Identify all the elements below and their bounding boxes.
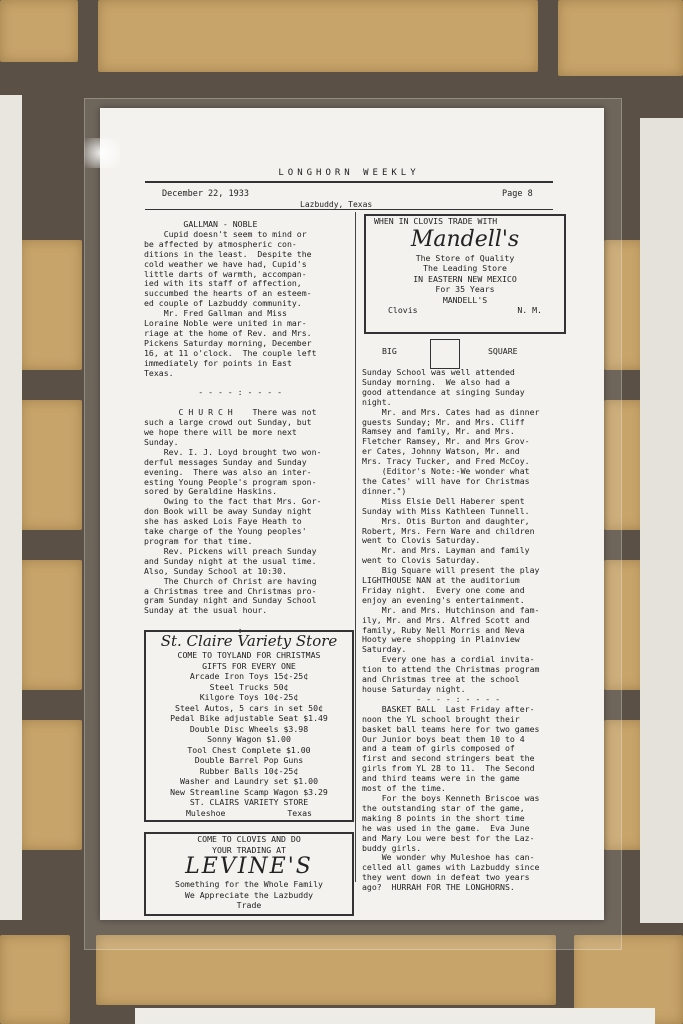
article-line: LIGHTHOUSE NAN at the auditorium: [362, 575, 520, 586]
article-line: esting Young People's program spon-: [144, 476, 317, 487]
article-line: guests Sunday; Mr. and Mrs. Cliff: [362, 416, 525, 427]
article-line: Pickens Saturday morning, December: [144, 337, 312, 348]
ad-line: MANDELL'S: [442, 294, 488, 305]
article-line: For the boys Kenneth Briscoe was: [362, 792, 540, 803]
ad-line: The Store of Quality: [415, 252, 515, 263]
ad-line: ST. CLAIRS VARIETY STORE: [189, 797, 309, 807]
ad-lines: [146, 650, 352, 808]
ad-line: Steel Trucks 50¢: [209, 681, 289, 692]
ad-line: Rubber Balls 10¢-25¢: [199, 765, 299, 776]
ad-line: Double Barrel Pop Guns: [194, 755, 304, 765]
article-line: - - - - : - - - -: [144, 625, 283, 636]
article-line: er Cates, Johnny Watson, Mr. and: [362, 446, 520, 457]
article-line: and Mary Lou were best for the Laz-: [362, 832, 535, 843]
article-line: ago? HURRAH FOR THE LONGHORNS.: [362, 882, 515, 893]
article-line: Every one has a cordial invita-: [362, 654, 535, 665]
article-line: (Editor's Note:-We wonder what: [362, 466, 530, 477]
article-line: night.: [362, 396, 392, 407]
article-line: family, Ruby Nell Morris and Neva: [362, 624, 525, 635]
ad-line: Arcade Iron Toys 15¢-25¢: [189, 671, 309, 681]
article-line: first and second stringers beat the: [362, 753, 535, 764]
article-line: Mr. and Mrs. Cates had as dinner: [362, 406, 540, 417]
header-rule: [145, 209, 553, 210]
levines-ad: [144, 832, 354, 916]
article-line: making 8 points in the short time: [362, 812, 525, 823]
ad-town: Muleshoe: [186, 807, 226, 818]
article-line: Saturday.: [362, 644, 407, 655]
article-line: noon the YL school brought their: [362, 713, 520, 724]
article-line: take charge of the Young peoples': [144, 526, 307, 537]
brick: [20, 720, 82, 850]
ad-line: YOUR TRADING AT: [212, 844, 286, 855]
light-glare: [84, 138, 120, 168]
article-line: we hope there will be more next: [144, 427, 297, 438]
article-line: don Book will be away Sunday night: [144, 506, 312, 517]
issue-date: December 22, 1933: [162, 189, 249, 199]
ad-line: Washer and Laundry set $1.00: [179, 776, 319, 786]
article-line: ditions in the least. Despite the: [144, 248, 312, 259]
article-line: Friday night. Every one come and: [362, 584, 525, 595]
adjacent-page-left: [0, 95, 22, 920]
ad-location: [366, 305, 564, 316]
article-line: ied with its staff of affection,: [144, 278, 302, 289]
article-line: 16, at 11 o'clock. The couple left: [144, 347, 317, 358]
article-line: the Cates' will have for Christmas: [362, 475, 530, 486]
article-line: celled all games with Lazbuddy since: [362, 862, 540, 873]
article-line: Sunday at the usual hour.: [144, 605, 268, 616]
article-line: Sunday with Miss Kathleen Tunnell.: [362, 505, 530, 516]
article-line: dinner."): [362, 485, 407, 496]
article-line: Fletcher Ramsey, Mr. and Mrs Grov-: [362, 436, 530, 447]
brick: [0, 0, 78, 62]
big-square-left: BIG: [382, 346, 397, 356]
article-line: Mr. and Mrs. Hutchinson and fam-: [362, 604, 540, 615]
article-line: Cupid doesn't seem to mind or: [144, 228, 307, 239]
article-line: riage at the home of Rev. and Mrs.: [144, 327, 312, 338]
dateline-place: Lazbuddy, Texas: [300, 200, 373, 209]
brick: [558, 0, 683, 76]
article-line: girls from YL 28 to 11. The Second: [362, 763, 535, 774]
article-line: cold weather we have had, Cupid's: [144, 258, 307, 269]
article-line: The Church of Christ are having: [144, 575, 317, 586]
article-line: Mrs. Tracy Tucker, and Fred McCoy.: [362, 456, 530, 467]
article-line: derful messages Sunday and Sunday: [144, 456, 307, 467]
article-line: Loraine Noble were united in mar-: [144, 318, 307, 329]
article-line: Hooty were shopping in Plainview: [362, 634, 520, 645]
ad-location: [146, 808, 352, 819]
ad-line: Steel Autos, 5 cars in set 50¢: [175, 702, 323, 713]
ad-line: Kilgore Toys 10¢-25¢: [199, 692, 299, 702]
ad-line: COME TO TOYLAND FOR CHRISTMAS: [177, 650, 321, 660]
ad-line: The Leading Store: [423, 263, 507, 273]
article-line: good attendance at singing Sunday: [362, 386, 525, 397]
st-claire-ad: [144, 630, 354, 822]
brick: [20, 400, 82, 530]
article-line: they went down in defeat two years: [362, 872, 530, 883]
article-line: Miss Elsie Dell Haberer spent: [362, 495, 525, 506]
masthead: LONGHORN WEEKLY: [278, 168, 420, 178]
article-line: be affected by atmospheric con-: [144, 238, 297, 249]
column-left: [144, 220, 354, 636]
square-glyph: [430, 339, 460, 369]
article-line: Also, Sunday School at 10:30.: [144, 565, 287, 576]
ad-line: Pedal Bike adjustable Seat $1.49: [170, 713, 328, 723]
levines-logo: LEVINE'S: [185, 854, 313, 879]
article-line: most of the time.: [362, 783, 446, 794]
ad-line: Double Disc Wheels $3.98: [189, 723, 309, 734]
brick: [20, 560, 82, 690]
article-line: tion to attend the Christmas program: [362, 664, 540, 675]
article-line: basket ball teams here for two games: [362, 723, 540, 734]
article-line: We wonder why Muleshoe has can-: [362, 852, 535, 863]
article-line: went to Clovis Saturday.: [362, 555, 481, 566]
article-line: C H U R C H There was not: [144, 407, 317, 418]
article-line: a Christmas tree and Christmas pro-: [144, 585, 317, 596]
article-line: program for that time.: [144, 536, 253, 546]
ad-line: COME TO CLOVIS AND DO: [197, 834, 301, 844]
ad-line: We Appreciate the Lazbuddy: [184, 889, 314, 900]
ad-top-line: WHEN IN CLOVIS TRADE WITH: [374, 216, 498, 226]
article-line: and Sunday night at the usual time.: [144, 555, 317, 566]
article-line: enjoy an evening's entertainment.: [362, 594, 525, 605]
article-line: GALLMAN - NOBLE: [144, 219, 258, 229]
article-line: ed couple of Lazbuddy community.: [144, 298, 302, 309]
adjacent-page-bottom: [135, 1008, 655, 1024]
article-line: Mrs. Otis Burton and daughter,: [362, 515, 530, 526]
ad-line: New Streamline Scamp Wagon $3.29: [170, 786, 328, 797]
ad-line: IN EASTERN NEW MEXICO: [413, 273, 517, 284]
ad-line: For 35 Years: [435, 284, 495, 294]
ad-state: N. M.: [517, 305, 542, 315]
page-number: Page 8: [502, 189, 533, 199]
ad-top-lines: [146, 834, 352, 855]
article-line: Ramsey and family, Mr. and Mrs.: [362, 426, 515, 437]
ad-line: Sonny Wagon $1.00: [207, 734, 291, 744]
article-line: BASKET BALL Last Friday after-: [362, 703, 535, 714]
article-line: - - - - : - - - -: [144, 387, 283, 398]
big-square-right: SQUARE: [488, 346, 518, 356]
article-line: the outstanding star of the game,: [362, 802, 525, 813]
article-line: Owing to the fact that Mrs. Gor-: [144, 496, 322, 507]
article-line: Mr. and Mrs. Layman and family: [362, 545, 530, 556]
article-line: little darts of warmth, accompan-: [144, 268, 307, 279]
article-line: Rev. I. J. Loyd brought two won-: [144, 446, 322, 457]
article-line: gram Sunday night and Sunday School: [144, 595, 317, 606]
article-line: ily, Mr. and Mrs. Alfred Scott and: [362, 614, 530, 625]
article-line: Sunday morning. We also had a: [362, 376, 510, 387]
adjacent-page-right: [640, 118, 683, 923]
brick: [0, 935, 70, 1024]
article-line: such a large crowd out Sunday, but: [144, 417, 312, 428]
article-line: house Saturday night.: [362, 684, 466, 694]
article-line: Mr. Fred Gallman and Miss: [144, 308, 287, 319]
mandells-ad: [364, 214, 566, 334]
article-line: - - - - : - - - -: [362, 693, 501, 704]
article-line: and Christmas tree at the school: [362, 674, 520, 685]
masthead-rule: [145, 181, 553, 183]
big-square-heading: [382, 346, 582, 356]
ad-line: Trade: [236, 900, 262, 910]
article-line: and third teams were in the game: [362, 773, 520, 784]
brick: [98, 0, 538, 72]
article-line: he was used in the game. Eva June: [362, 822, 530, 833]
ad-line: GIFTS FOR EVERY ONE: [202, 660, 296, 671]
article-line: succumbed the hearts of an esteem-: [144, 288, 312, 299]
article-line: sored by Geraldine Haskins.: [144, 486, 278, 497]
ad-state: Texas: [287, 807, 312, 818]
article-line: and a team of girls composed of: [362, 743, 515, 754]
column-right: [362, 368, 580, 893]
article-line: went to Clovis Saturday.: [362, 535, 481, 546]
article-line: evening. There was also an inter-: [144, 466, 312, 477]
article-line: immediately for points in East: [144, 357, 292, 368]
article-line: Our Junior boys beat them 10 to 4: [362, 733, 525, 744]
article-line: Texas.: [144, 367, 174, 378]
article-line: buddy girls.: [362, 842, 422, 853]
article-line: Sunday.: [144, 436, 179, 447]
article-line: Big Square will present the play: [362, 565, 540, 576]
mandells-logo: Mandell's: [410, 226, 520, 252]
ad-line: Tool Chest Complete $1.00: [187, 744, 311, 755]
ad-line: Something for the Whole Family: [175, 879, 323, 889]
st-claire-logo: St. Claire Variety Store: [160, 632, 338, 650]
article-line: Sunday School was well attended: [362, 367, 515, 377]
article-line: Rev. Pickens will preach Sunday: [144, 545, 317, 556]
ad-lines: [366, 253, 564, 306]
article-line: she has asked Lois Faye Heath to: [144, 516, 302, 527]
ad-town: Clovis: [388, 305, 418, 315]
ad-bottom-lines: [146, 879, 352, 911]
column-divider: [355, 212, 356, 882]
article-line: Robert, Mrs. Fern Ware and children: [362, 525, 535, 536]
brick: [20, 240, 82, 370]
